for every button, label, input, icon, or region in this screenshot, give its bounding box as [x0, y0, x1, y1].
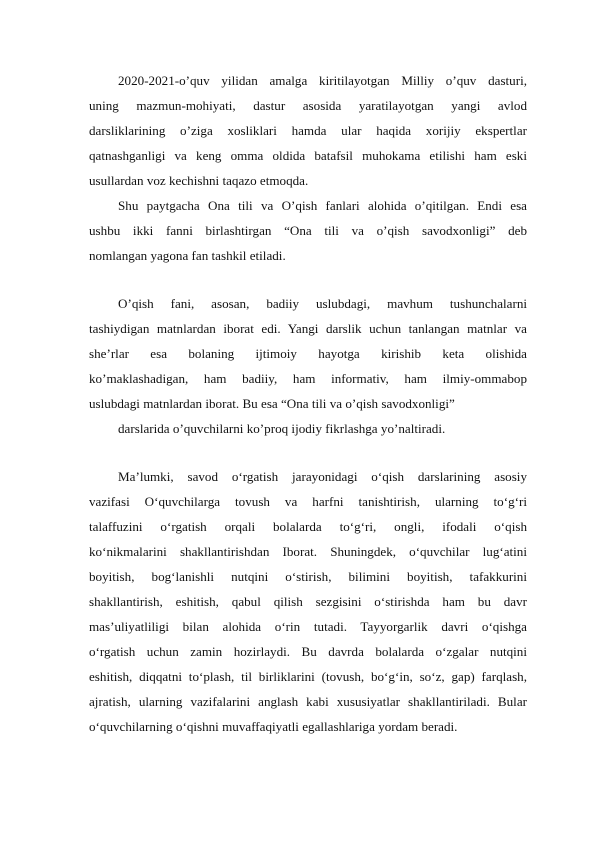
text-line: ushbu ikki fanni birlashtirgan “Ona tili va o’qish savodxonligi” deb [89, 223, 527, 238]
text-line: talaffuzini o‘rgatish orqali bolalarda to‘g‘ri, ongli, ifodali o‘qish [89, 519, 527, 534]
text-line: eshitish, diqqatni to‘plash, til birliklarini (tovush, bo‘g‘in, so‘z, gap) farqlash, [89, 669, 527, 684]
text-line: qatnashganligi va keng omma oldida batafsil muhokama etilishi ham eski [89, 148, 527, 163]
text-line: Shu paytgacha Ona tili va O’qish fanlari alohida o’qitilgan. Endi esa [118, 198, 527, 213]
text-line: O’qish fani, asosan, badiiy uslubdagi, mavhum tushunchalarni [118, 296, 527, 311]
text-line: usullardan voz kechishni taqazo etmoqda. [89, 173, 309, 188]
text-line: o‘quvchilarning o‘qishni muvaffaqiyatli egallashlariga yordam beradi. [89, 719, 458, 734]
text-line: uning mazmun-mohiyati, dastur asosida yaratilayotgan yangi avlod [89, 98, 527, 113]
text-line: ko’maklashadigan, ham badiiy, ham informativ, ham ilmiy-ommabop [89, 371, 527, 386]
text-line: uslubdagi matnlardan iborat. Bu esa “Ona tili va o’qish savodxonligi” [89, 396, 455, 411]
text-line: darsliklarining o’ziga xosliklari hamda ular haqida xorijiy ekspertlar [89, 123, 527, 138]
text-line: shakllantirish, eshitish, qabul qilish sezgisini o‘stirishda ham bu davr [89, 594, 527, 609]
text-line: darslarida o’quvchilarni ko’proq ijodiy fikrlashga yo’naltiradi. [118, 421, 446, 436]
text-line: boyitish, bog‘lanishli nutqini o‘stirish, bilimini boyitish, tafakkurini [89, 569, 527, 584]
text-line: ko‘nikmalarini shakllantirishdan Iborat. Shuningdek, o‘quvchilar lug‘atini [89, 544, 527, 559]
text-line: she’rlar esa bolaning ijtimoiy hayotga kirishib keta olishida [89, 346, 527, 361]
text-line: nomlangan yagona fan tashkil etiladi. [89, 248, 286, 263]
text-line: vazifasi O‘quvchilarga tovush va harfni tanishtirish, ularning to‘g‘ri [89, 494, 527, 509]
text-line: 2020-2021-o’quv yilidan amalga kiritilayotgan Milliy o’quv dasturi, [118, 73, 527, 88]
text-line: o‘rgatish uchun zamin hozirlaydi. Bu davrda bolalarda o‘zgalar nutqini [89, 644, 527, 659]
text-line: mas’uliyatliligi bilan alohida o‘rin tutadi. Tayyorgarlik davri o‘qishga [89, 619, 527, 634]
text-line: tashiydigan matnlardan iborat edi. Yangi darslik uchun tanlangan matnlar va [89, 321, 527, 336]
text-line: Ma’lumki, savod o‘rgatish jarayonidagi o‘qish darslarining asosiy [118, 469, 527, 484]
text-line: ajratish, ularning vazifalarini anglash kabi xususiyatlar shakllantiriladi. Bular [89, 694, 527, 709]
